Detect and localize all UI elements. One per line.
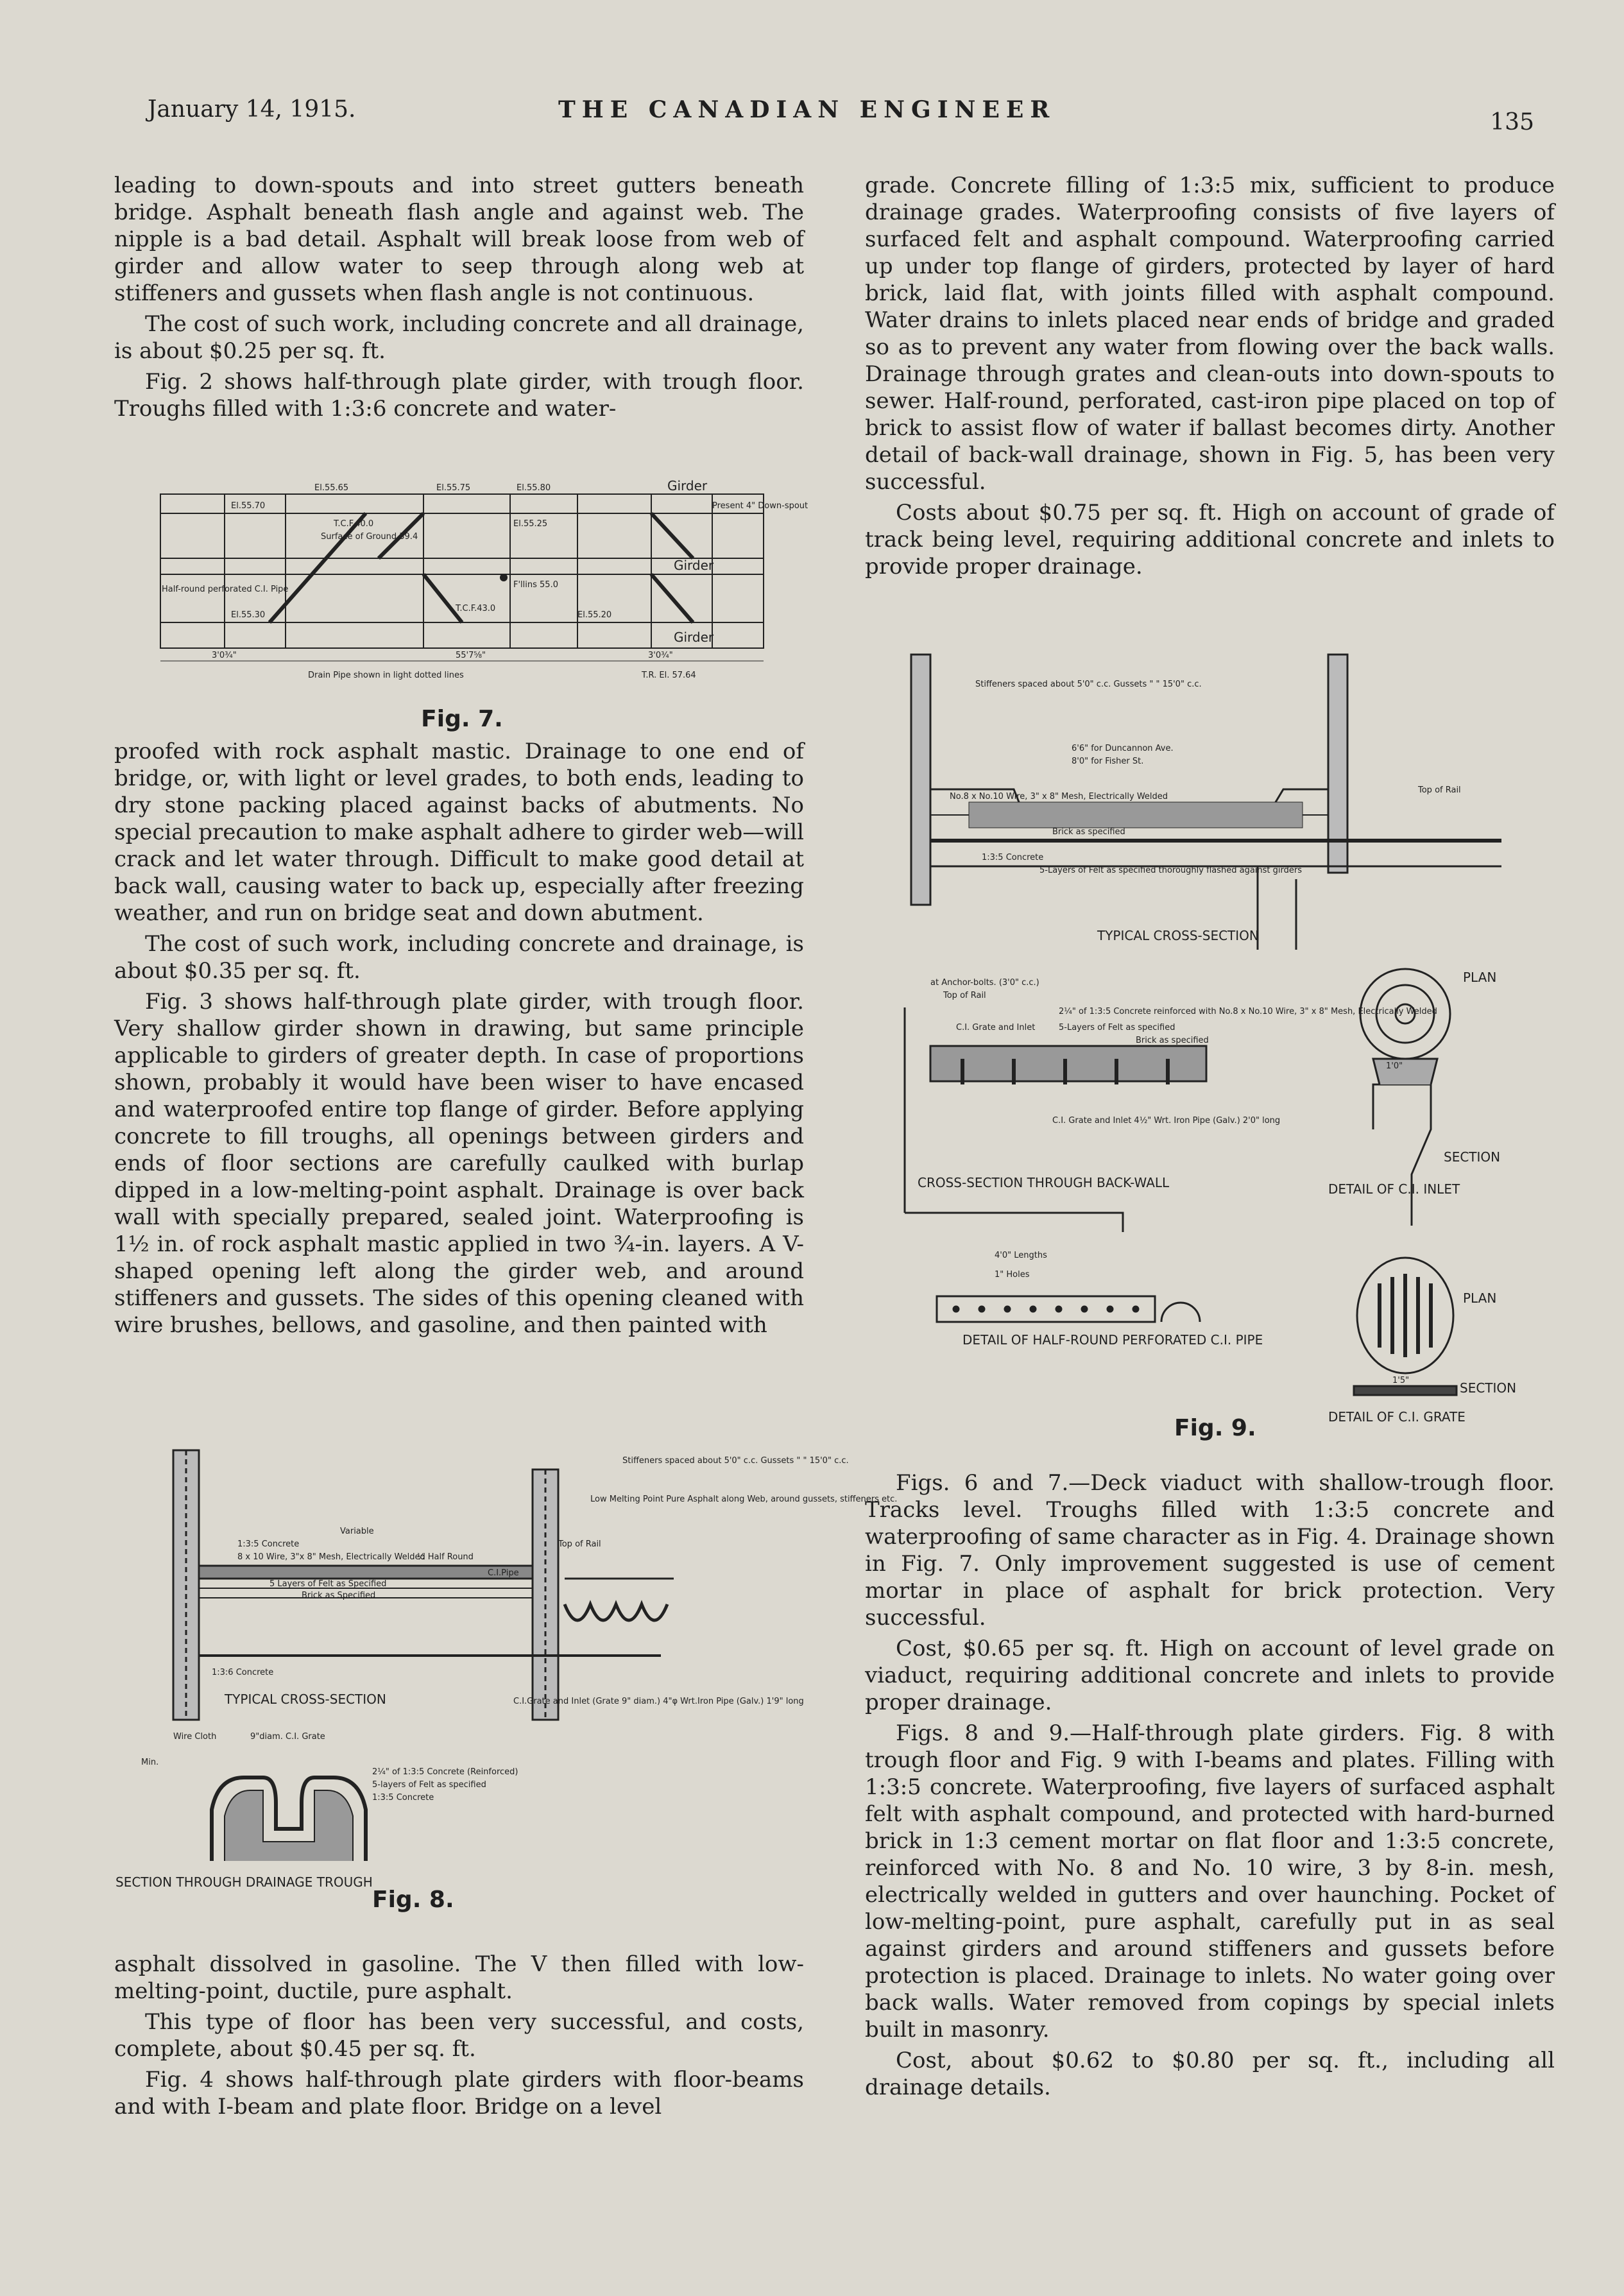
figure-9 <box>885 648 1566 1457</box>
fig9-fisher: 8'0" for Fisher St. <box>1072 757 1144 766</box>
issue-date: January 14, 1915. <box>148 96 356 123</box>
fig7-el-top: El.55.65 <box>314 483 349 493</box>
fig9-felt2: 5-Layers of Felt as specified <box>1059 1023 1175 1032</box>
fig9-anchor: at Anchor-bolts. (3'0" c.c.) <box>930 978 1039 988</box>
figure-7-drawing <box>154 475 808 712</box>
fig8-reinforced: 2¼" of 1:3:5 Concrete (Reinforced) <box>372 1767 518 1777</box>
paragraph: The cost of such work, including concrete and drainage, is about $0.35 per sq. ft. <box>114 931 804 984</box>
fig8-cip: C.I.Pipe <box>488 1568 519 1578</box>
fig9-inlet2: C.I. Grate and Inlet 4½" Wrt. Iron Pipe (Galv.) 2'0" long <box>1052 1116 1281 1126</box>
fig9-lengths: 4'0" Lengths <box>995 1251 1047 1260</box>
fig9-holes: 1" Holes <box>995 1270 1030 1280</box>
paragraph: grade. Concrete filling of 1:3:5 mix, sufficient to produce drainage grades. Waterproofing consists of five layers of surfaced felt and asphalt compound. Waterproofing carried up under top flange of girders, protected by layer of hard brick, laid flat, with joints filled with asphalt compound. Water drains to inlets placed near ends of bridge and graded so as to prevent any water from flowing over the back walls. Drainage through grates and clean-outs into down-spouts to sewer. Half-round, perforated, cast-iron pipe placed on top of brick to assist flow of water if ballast becomes dirty. Another detail of back-wall drainage, shown in Fig. 5, has been very successful. <box>865 173 1555 495</box>
left-text-top <box>114 172 804 426</box>
fig9-stiffeners: Stiffeners spaced about 5'0" c.c. Gussets " " 15'0" c.c. <box>975 680 1202 689</box>
fig7-tr: T.R. El. 57.64 <box>642 671 696 680</box>
paragraph: This type of floor has been very successful, and costs, complete, about $0.45 per sq. ft. <box>114 2009 804 2062</box>
fig8-felt2: 5-layers of Felt as specified <box>372 1780 486 1790</box>
fig7-girder-bot: Girder <box>674 630 714 645</box>
fig8-grate-inlet: C.I.Grate and Inlet (Grate 9" diam.) 4"φ Wrt.Iron Pipe (Galv.) 1'9" long <box>513 1697 804 1706</box>
fig7-fillets: F'llins 55.0 <box>513 580 558 590</box>
fig8-felt: 5 Layers of Felt as Specified <box>269 1579 387 1589</box>
fig7-el-f: El.55.20 <box>577 610 612 620</box>
fig9-brick: Brick as specified <box>1052 827 1125 837</box>
fig8-typical: TYPICAL CROSS-SECTION <box>225 1692 386 1707</box>
left-text-middle <box>114 738 804 1342</box>
paragraph: Fig. 4 shows half-through plate girders with floor-beams and with I-beam and plate floor. Bridge on a level <box>114 2067 804 2120</box>
fig7-dim-left: 3'0¾" <box>212 651 237 660</box>
fig7-el-e: El.55.25 <box>513 519 548 529</box>
fig9-wire: No.8 x No.10 Wire, 3" x 8" Mesh, Electrically Welded <box>950 792 1168 801</box>
fig9-concrete: 1:3:5 Concrete <box>982 853 1044 862</box>
paragraph: Figs. 8 and 9.—Half-through plate girders. Fig. 8 with trough floor and Fig. 9 with I-beams and plates. Filling with 1:3:5 concrete. Waterproofing, five layers of surfaced asphalt felt with asphalt compound, and protected with hard-burned brick in 1:3 cement mortar on flat floor and 1:3:5 concrete, reinforced with No. 8 and No. 10 wire, 3 by 8-in. mesh, electrically welded in gutters and over haunching. Pocket of low-melting-point, pure asphalt, carefully put in as seal against girders and around stiffeners and gussets before protection is placed. Drainage to inlets. No water going over back walls. Water removed from copings by special inlets built in masonry. <box>865 1720 1555 2043</box>
fig8-wire-cloth: Wire Cloth <box>173 1732 217 1742</box>
paragraph: Fig. 3 shows half-through plate girder, with trough floor. Very shallow girder shown in drawing, but same principle applicable to girders of greater depth. In case of proportions shown, probably it would have been wiser to have encased and waterproofed entire top flange of girder. Before applying concrete to fill troughs, all openings between girders and ends of floor sections are carefully caulked with burlap dipped in a low-melting-point asphalt. Drainage is over back wall with specially prepared, sealed joint. Waterproofing is 1½ in. of rock asphalt mastic applied in two ¾-in. layers. A V-shaped opening left along the girder web, and around stiffeners and gussets. The sides of this opening cleaned with wire brushes, bellows, and gasoline, and then painted with <box>114 989 804 1338</box>
fig8-concrete-135: 1:3:5 Concrete <box>237 1539 300 1549</box>
page-number: 135 <box>1490 109 1534 135</box>
paragraph: Costs about $0.75 per sq. ft. High on account of grade of track being level, requiring additional concrete and inlets to provide proper drainage. <box>865 500 1555 579</box>
fig8-min: Min. <box>141 1758 159 1767</box>
fig8-wire: 8 x 10 Wire, 3"x 8" Mesh, Electrically Welded <box>237 1552 425 1562</box>
fig9-felt: 5-Layers of Felt as specified thoroughly flashed against girders <box>1039 866 1303 875</box>
fig7-dim-right: 3'0¾" <box>648 651 673 660</box>
fig9-plan2: PLAN <box>1463 1290 1497 1306</box>
figure-8 <box>115 1444 898 1913</box>
fig7-girder-mid: Girder <box>674 558 714 573</box>
fig9-duncannon: 6'6" for Duncannon Ave. <box>1072 744 1174 753</box>
journal-title: THE CANADIAN ENGINEER <box>558 96 1056 123</box>
fig7-el-c: El.55.70 <box>231 501 266 511</box>
fig9-dim-1-0: 1'0" <box>1386 1061 1403 1071</box>
paragraph: The cost of such work, including concrete and all drainage, is about $0.25 per sq. ft. <box>114 311 804 364</box>
fig8-stiffeners: Stiffeners spaced about 5'0" c.c. Gussets " " 15'0" c.c. <box>622 1456 849 1466</box>
fig9-section2: SECTION <box>1460 1380 1517 1396</box>
fig7-tcf2: T.C.F.43.0 <box>456 604 496 613</box>
figure-9-drawing <box>885 648 1566 1457</box>
fig8-variable: Variable <box>340 1527 374 1536</box>
paragraph: Figs. 6 and 7.—Deck viaduct with shallow-trough floor. Tracks level. Troughs filled with 1:3:5 concrete and waterproofing of same character as in Fig. 4. Drainage shown in Fig. 7. Only improvement suggested is use of cement mortar in place of asphalt for brick protection. Very successful. <box>865 1470 1555 1631</box>
paragraph: Cost, $0.65 per sq. ft. High on account of level grade on viaduct, requiring additional concrete and inlets to provide proper drainage. <box>865 1636 1555 1715</box>
figure-8-caption: Fig. 8. <box>372 1887 454 1913</box>
fig7-surface-ground: Surface of Ground 39.4 <box>321 532 418 542</box>
fig7-tcf1: T.C.F.40.0 <box>334 519 374 529</box>
fig8-concrete-135b: 1:3:5 Concrete <box>372 1793 434 1803</box>
fig9-detail-inlet: DETAIL OF C.I. INLET <box>1328 1181 1460 1197</box>
fig9-plan: PLAN <box>1463 970 1497 985</box>
fig7-drain-note: Drain Pipe shown in light dotted lines <box>308 671 464 680</box>
fig7-el-b: El.55.80 <box>517 483 551 493</box>
left-text-bottom <box>114 1951 804 2124</box>
fig7-el-a: El.55.75 <box>436 483 471 493</box>
fig9-dim-1-5: 1'5" <box>1392 1376 1410 1385</box>
fig7-el-d: El.55.30 <box>231 610 266 620</box>
fig7-dim-mid: 55'7⅝" <box>456 651 486 660</box>
fig9-brick2: Brick as specified <box>1136 1036 1209 1045</box>
fig8-concrete-136: 1:3:6 Concrete <box>212 1668 274 1677</box>
right-text-bottom <box>865 1469 1555 2105</box>
paragraph: asphalt dissolved in gasoline. The V then filled with low-melting-point, ductile, pure asphalt. <box>114 1951 804 2004</box>
fig8-low-melting: Low Melting Point Pure Asphalt along Web, around gussets, stiffeners etc. <box>590 1495 898 1504</box>
fig7-girder-top: Girder <box>667 478 708 493</box>
fig7-half-round: Half-round perforated C.I. Pipe <box>162 585 289 594</box>
fig9-reinforced: 2¼" of 1:3:5 Concrete reinforced with No.8 x No.10 Wire, 3" x 8" Mesh, Electrically Welded <box>1059 1007 1437 1016</box>
fig8-grate-9: 9"diam. C.I. Grate <box>250 1732 325 1742</box>
paragraph: leading to down-spouts and into street gutters beneath bridge. Asphalt beneath flash angle and against web. The nipple is a bad detail. Asphalt will break loose from web of girder and allow water to seep through along web at stiffeners and gussets when flash angle is not continuous. <box>114 173 804 306</box>
fig9-backwall: CROSS-SECTION THROUGH BACK-WALL <box>918 1175 1170 1190</box>
fig9-typical: TYPICAL CROSS-SECTION <box>1097 928 1259 943</box>
fig9-top-rail: Top of Rail <box>1418 785 1461 795</box>
fig7-down-spout: Present 4" Down-spout <box>712 501 808 511</box>
fig9-top-rail2: Top of Rail <box>943 991 986 1000</box>
page-header <box>148 96 1534 141</box>
fig9-grate-inlet: C.I. Grate and Inlet <box>956 1023 1036 1032</box>
paragraph: proofed with rock asphalt mastic. Drainage to one end of bridge, or, with light or level grades, to both ends, leading to dry stone packing placed against backs of abutments. No special precaution to make asphalt adhere to girder web—will crack and let water through. Difficult to make good detail at back wall, causing water to back up, especially after freezing weather, and run on bridge seat and down abutment. <box>114 739 804 926</box>
fig8-top-rail: Top of Rail <box>558 1539 601 1549</box>
fig8-half-round: ½ Half Round <box>417 1552 474 1562</box>
fig9-detail-pipe: DETAIL OF HALF-ROUND PERFORATED C.I. PIPE <box>962 1332 1263 1348</box>
right-text-top <box>865 172 1555 584</box>
fig8-brick: Brick as Specified <box>302 1591 376 1600</box>
fig8-section: SECTION THROUGH DRAINAGE TROUGH <box>115 1874 373 1890</box>
figure-7 <box>154 475 808 732</box>
figure-7-caption: Fig. 7. <box>421 706 503 732</box>
paragraph: Fig. 2 shows half-through plate girder, with trough floor. Troughs filled with 1:3:6 concrete and water- <box>114 369 804 422</box>
fig9-section: SECTION <box>1444 1149 1501 1165</box>
paragraph: Cost, about $0.62 to $0.80 per sq. ft., including all drainage details. <box>865 2048 1555 2100</box>
figure-9-caption: Fig. 9. <box>1174 1415 1256 1441</box>
figure-8-drawing <box>115 1444 898 1912</box>
fig9-detail-grate: DETAIL OF C.I. GRATE <box>1328 1409 1466 1425</box>
